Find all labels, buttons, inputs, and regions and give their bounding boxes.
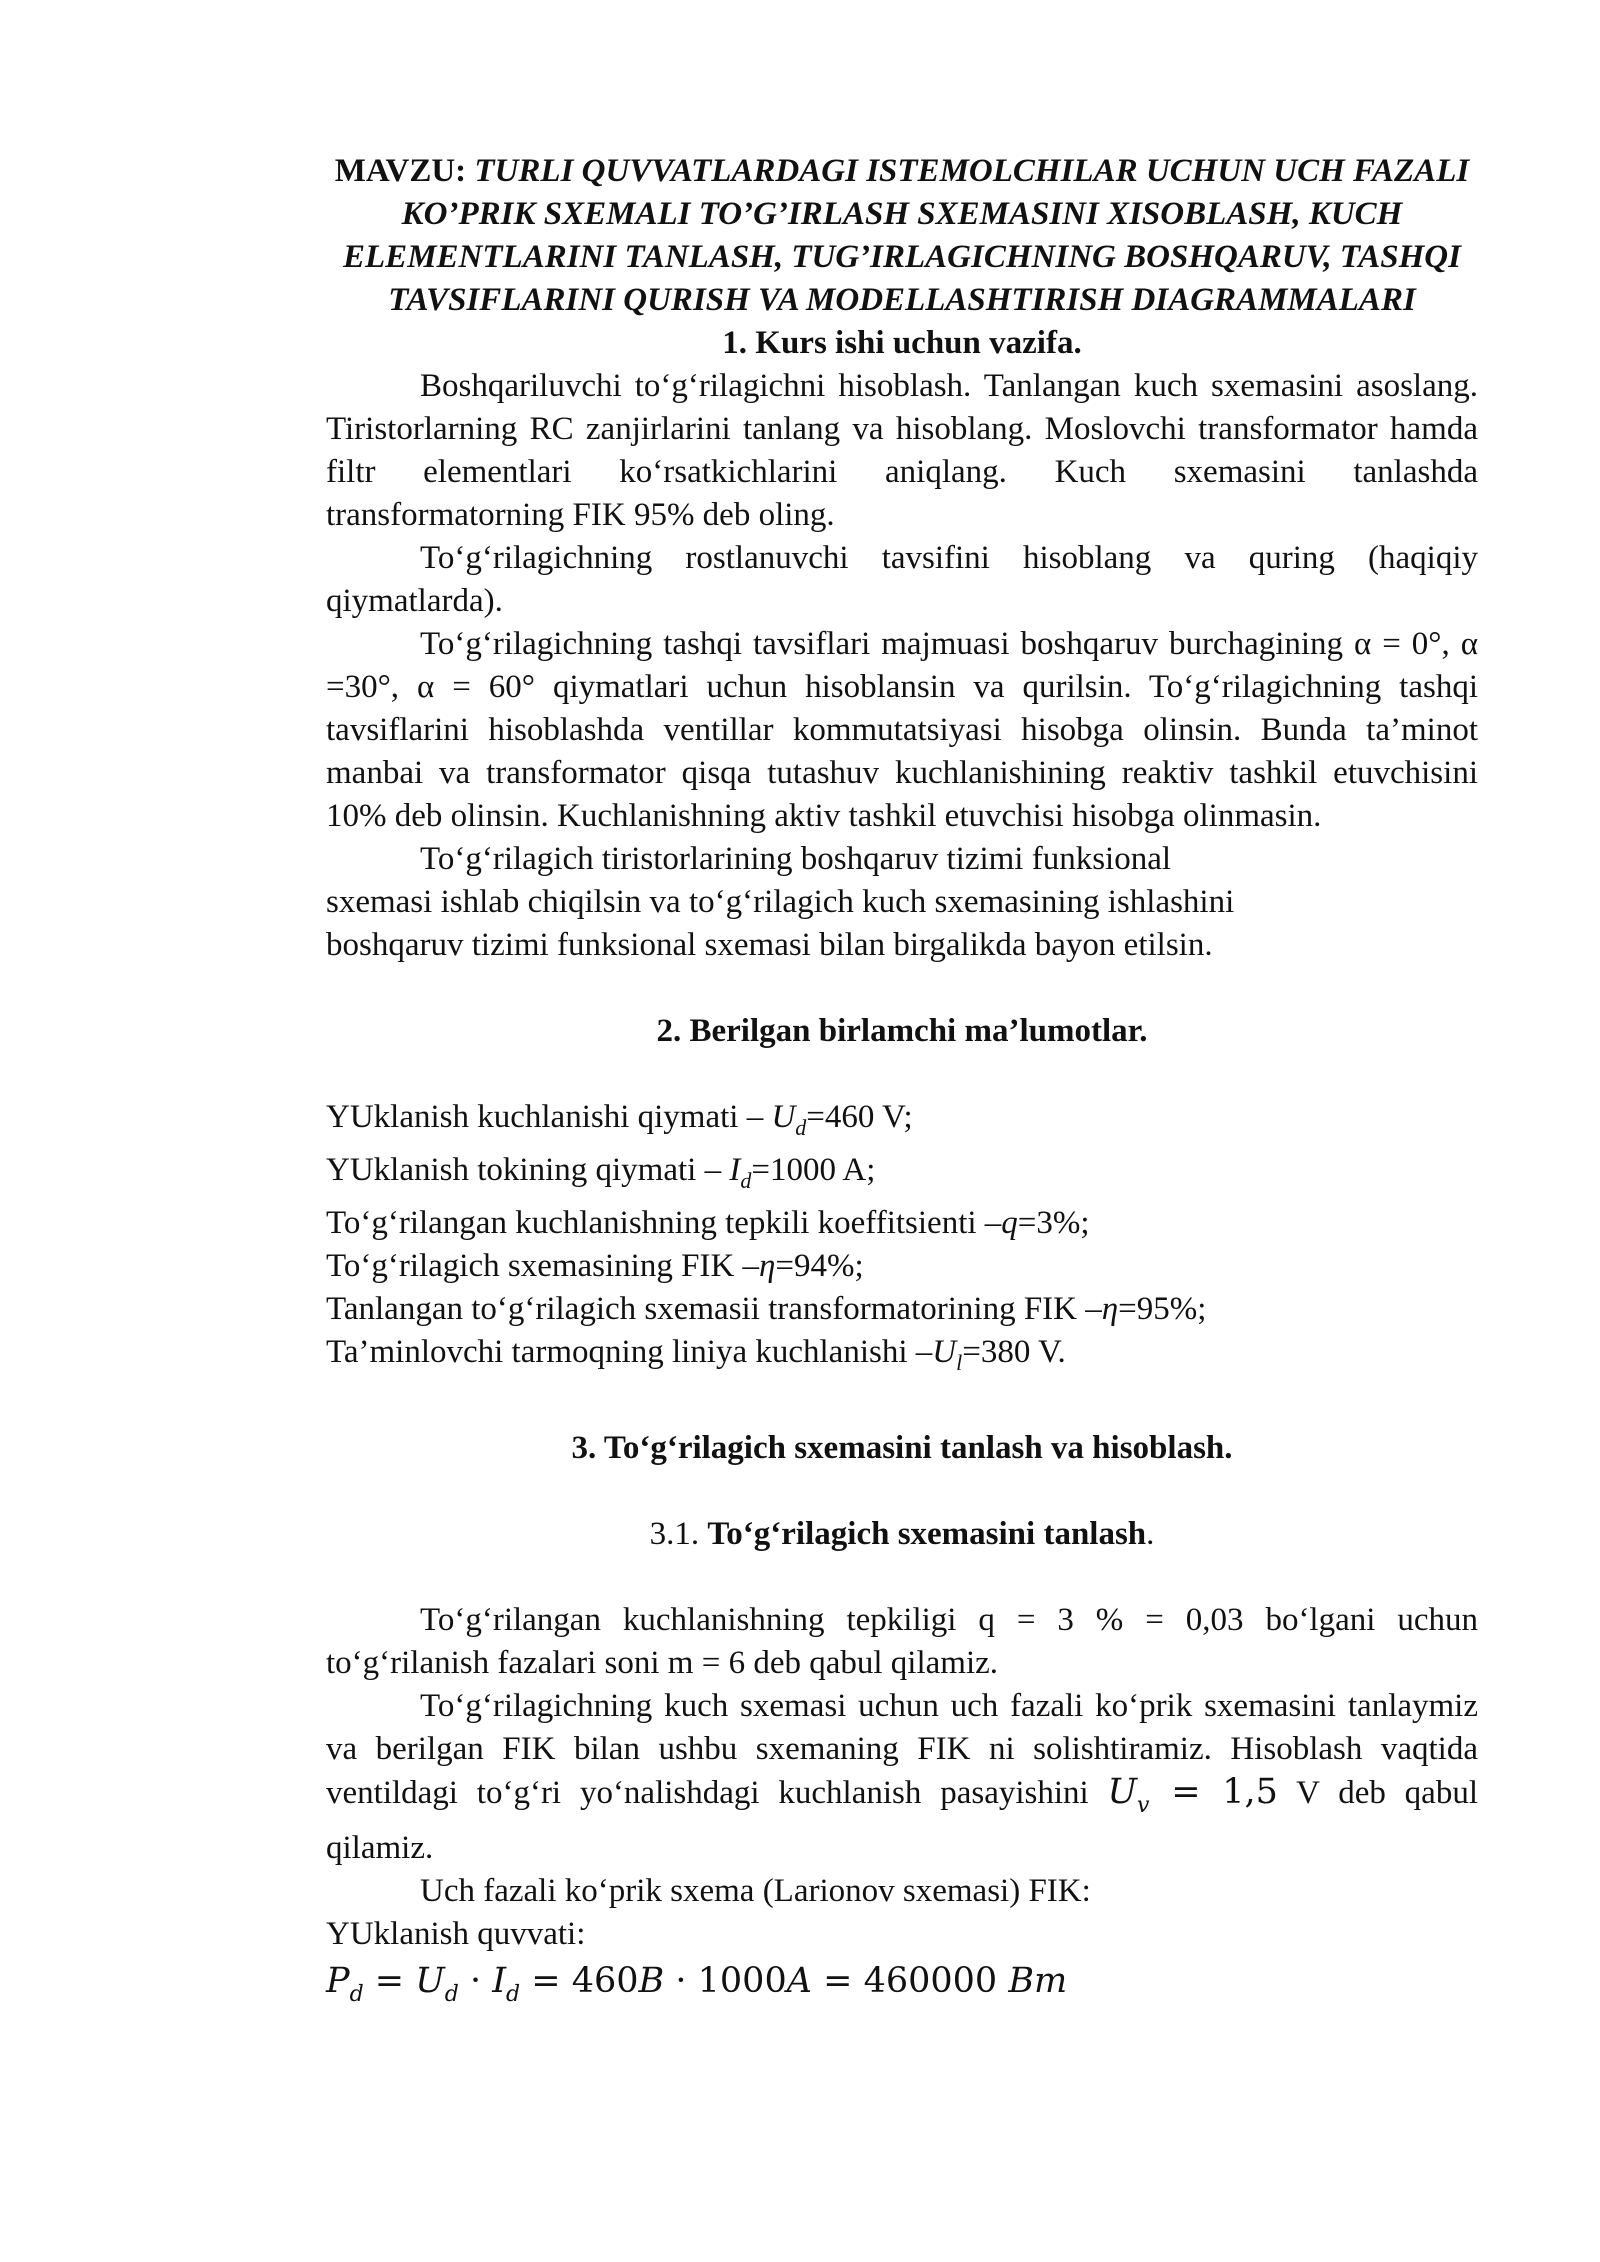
document-content [326,150,1478,2016]
section1-paragraph-2: To‘g‘rilagichning rostlanuvchi tavsifini hisoblang va quring (haqiqiy qiymatlarda). [326,540,1478,619]
subsection-3-1-heading: 3.1. To‘g‘rilagich sxemasini tanlash. [649,1516,1155,1552]
input-data-item: To‘g‘rilagich sxemasining FIK –η=94%; [326,1248,864,1284]
input-data-item: Ta’minlovchi tarmoqning liniya kuchlanishi $-U_l=380$ V. [326,1334,1066,1375]
load-power-formula: $P_d = U_d \cdot I_d = 460B \cdot 1000A = 460000$ Bm [326,1961,1068,2007]
title-prefix: MAVZU: [334,153,475,189]
section3-heading: 3. To‘g‘rilagich sxemasini tanlash va hisoblash. [571,1430,1233,1466]
section2-heading: 2. Berilgan birlamchi ma’lumotlar. [656,1013,1148,1049]
input-data-item: YUklanish kuchlanishi qiymati – $U_d=460$ V; [326,1099,913,1140]
section1-heading: 1. Kurs ishi uchun vazifa. [722,325,1082,361]
section1-paragraph-3: To‘g‘rilagichning tashqi tavsiflari majmuasi boshqaruv burchagining α = 0°, α =30°, α = 60° qiymatlari uchun hisoblansin va qurilsin. To‘g‘rilagichning tashqi tavsiflarini hisoblashda ventillar kommutatsiyasi hisobga olinsin. Bunda ta’minot manbai va transformator qisqa tutashuv kuchlanishining reaktiv tashkil etuvchisini 10% deb olinsin. Kuchlanishning aktiv tashkil etuvchisi hisobga olinmasin. [326,626,1478,834]
section1-paragraph-4-line2: sxemasi ishlab chiqilsin va to‘g‘rilagich kuch sxemasining ishlashini [326,884,1235,920]
document-title [326,150,1478,322]
section1-paragraph-4-line3: boshqaruv tizimi funksional sxemasi bilan birgalikda bayon etilsin. [326,927,1213,963]
voltage-drop-formula: $U_v = 1,5$ [1107,1772,1278,1818]
input-data-item: Tanlangan to‘g‘rilagich sxemasii transformatorining FIK –η=95%; [326,1291,1207,1327]
section3-paragraph-2: To‘g‘rilagichning kuch sxemasi uchun uch fazali ko‘prik sxemasini tanlaymiz va berilgan FIK bilan ushbu sxemaning FIK ni solishtiramiz. Hisoblash vaqtida ventildagi to‘g‘ri yo‘nalishdagi kuchlanish pasayishini $U_v = 1,5$ V deb qabul qilamiz. [326,1688,1478,1866]
section3-paragraph-1: To‘g‘rilangan kuchlanishning tepkiligi q = 3 % = 0,03 bo‘lgani uchun to‘g‘rilanish fazalari soni m = 6 deb qabul qilamiz. [326,1602,1478,1681]
section3-paragraph-3: Uch fazali ko‘prik sxema (Larionov sxemasi) FIK: [420,1873,1091,1909]
input-data-list [326,1096,1478,1384]
input-data-item: To‘g‘rilangan kuchlanishning tepkili koeffitsienti –q=3%; [326,1205,1090,1241]
section1-paragraph-4-line1: To‘g‘rilagich tiristorlarining boshqaruv tizimi funksional [420,841,1172,877]
section1-paragraph-1: Boshqariluvchi to‘g‘rilagichni hisoblash. Tanlangan kuch sxemasini asoslang. Tiristorlarning RC zanjirlarini tanlang va hisoblang. Moslovchi transformator hamda filtr elementlari ko‘rsatkichlarini aniqlang. Kuch sxemasini tanlashda transformatorning FIK 95% deb oling. [326,368,1478,533]
input-data-item: YUklanish tokining qiymati – $I_d=1000$ A; [326,1152,876,1193]
title-italic-text: TURLI QUVVATLARDAGI ISTEMOLCHILAR UCHUN UCH FAZALI KO’PRIK SXEMALI TO’G’IRLASH SXEMASINI XISOBLASH, KUCH ELEMENTLARINI TANLASH, TUG’IRLAGICHNING BOSHQARUV, TASHQI TAVSIFLARINI QURISH VA MODELLASHTIRISH DIAGRAMMALARI [343,153,1470,318]
section3-paragraph-4: YUklanish quvvati: [326,1916,586,1952]
